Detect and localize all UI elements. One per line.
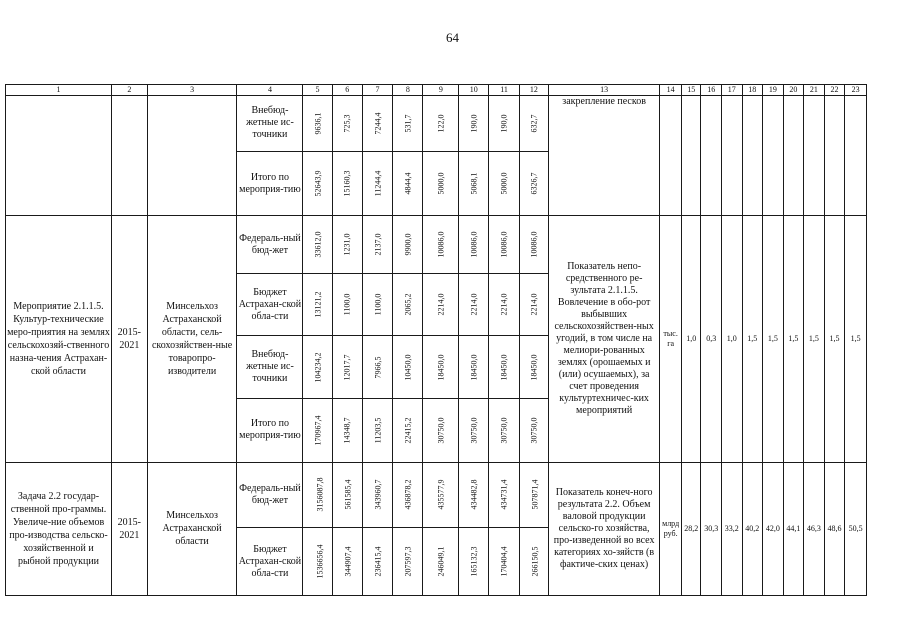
funding-source: Федераль-ный бюд-жет	[237, 462, 303, 528]
amount: 15160,3	[342, 170, 352, 197]
amount: 170404,4	[499, 546, 509, 577]
amount: 434482,8	[469, 479, 479, 510]
amount: 18450,0	[469, 354, 479, 381]
col-num: 2	[112, 85, 148, 96]
table-row	[6, 216, 867, 273]
amount: 2214,0	[499, 293, 509, 316]
amount: 344907,4	[343, 546, 353, 577]
col-num: 23	[845, 85, 867, 96]
col-num: 6	[332, 85, 362, 96]
target-value: 0,3	[701, 216, 722, 462]
amount: 10086,0	[529, 231, 539, 258]
activity-name: Мероприятие 2.1.1.5. Культур-технические меро-приятия на землях сельскохозяй-ственного назна-чения Астрахан-ской области	[6, 216, 112, 462]
funding-source: Федераль-ный бюд-жет	[237, 216, 303, 273]
target-value: 28,2	[681, 462, 700, 595]
target-value: 30,3	[701, 462, 722, 595]
target-value: 33,2	[721, 462, 742, 595]
amount: 1100,0	[342, 293, 352, 316]
indicator-text: Показатель конеч-ного результата 2.2. Объем валовой продукции сельско-го хозяйства, про-изведенной во всех категориях хо-зяйств (в фактиче-ских ценах)	[548, 462, 659, 595]
col-num: 14	[660, 85, 682, 96]
col-num: 17	[721, 85, 742, 96]
amount: 3156087,8	[315, 477, 325, 512]
amount: 190,0	[499, 114, 509, 133]
funding-source: Итого по мероприя-тию	[237, 398, 303, 462]
target-value: 1,5	[845, 216, 867, 462]
amount: 246049,1	[436, 546, 446, 577]
target-value: 44,1	[783, 462, 804, 595]
program-table	[5, 84, 867, 596]
amount: 561585,4	[343, 479, 353, 510]
col-num: 20	[783, 85, 804, 96]
task-years: 2015-2021	[112, 462, 148, 595]
amount: 52643,9	[313, 170, 323, 197]
amount: 434731,4	[499, 479, 509, 510]
amount: 10086,0	[436, 231, 446, 258]
indicator-text: закрепление песков	[548, 96, 659, 216]
amount: 170967,4	[313, 415, 323, 446]
amount: 236415,4	[373, 546, 383, 577]
funding-source: Итого по мероприя-тию	[237, 151, 303, 216]
amount: 266150,5	[530, 546, 540, 577]
amount: 18450,0	[499, 354, 509, 381]
funding-source: Бюджет Астрахан-ской обла-сти	[237, 273, 303, 336]
page-number: 64	[446, 30, 459, 45]
amount: 2214,0	[436, 293, 446, 316]
activity-years: 2015-2021	[112, 216, 148, 462]
amount: 507871,4	[530, 479, 540, 510]
col-num: 5	[303, 85, 332, 96]
amount: 30750,0	[469, 417, 479, 444]
unit: тыс. га	[660, 216, 682, 462]
amount: 30750,0	[529, 417, 539, 444]
indicator-text: Показатель непо-средственного ре-зультата 2.1.1.5. Вовлечение в обо-рот выбывших сельскохозяйствен-ных угодий, в том числе на мелиори-рованных землях (орошаемых и (или) осушаемых), за счет проведения культуртехничес-ких мероприятий	[548, 216, 659, 462]
col-num: 7	[362, 85, 392, 96]
amount: 2214,0	[529, 293, 539, 316]
amount: 122,0	[436, 114, 446, 133]
column-number-row	[6, 85, 867, 96]
col-num: 11	[489, 85, 519, 96]
col-num: 1	[6, 85, 112, 96]
table-row	[6, 96, 867, 151]
amount: 1231,0	[342, 233, 352, 256]
amount: 10086,0	[499, 231, 509, 258]
amount: 7966,5	[373, 356, 383, 379]
amount: 1536656,4	[315, 544, 325, 579]
amount: 13121,2	[313, 291, 323, 318]
amount: 33612,0	[313, 231, 323, 258]
target-value: 1,0	[721, 216, 742, 462]
amount: 5000,0	[499, 172, 509, 195]
col-num: 16	[701, 85, 722, 96]
amount: 1100,0	[373, 293, 383, 316]
amount: 30750,0	[436, 417, 446, 444]
amount: 2214,0	[469, 293, 479, 316]
col-num: 15	[681, 85, 700, 96]
amount: 207597,3	[403, 546, 413, 577]
target-value: 46,3	[804, 462, 825, 595]
amount: 531,7	[403, 114, 413, 133]
col-num: 4	[237, 85, 303, 96]
amount: 190,0	[469, 114, 479, 133]
funding-source: Внебюд-жетные ис-точники	[237, 96, 303, 151]
task-executor: Минсельхоз Астраханской области	[147, 462, 237, 595]
amount: 11244,4	[373, 170, 383, 197]
col-num: 13	[548, 85, 659, 96]
col-num: 12	[519, 85, 548, 96]
amount: 22415,2	[403, 417, 413, 444]
target-value: 1,5	[783, 216, 804, 462]
target-value: 50,5	[845, 462, 867, 595]
amount: 11203,5	[373, 417, 383, 444]
target-value: 1,5	[763, 216, 784, 462]
amount: 2065,2	[403, 293, 413, 316]
target-value: 42,0	[763, 462, 784, 595]
amount: 4844,4	[403, 172, 413, 195]
amount: 18450,0	[436, 354, 446, 381]
col-num: 9	[423, 85, 459, 96]
target-value: 1,5	[804, 216, 825, 462]
target-value: 48,6	[824, 462, 845, 595]
col-num: 3	[147, 85, 237, 96]
col-num: 10	[459, 85, 489, 96]
task-name: Задача 2.2 государ-ственной про-граммы. Увеличе-ние объемов про-изводства сельско-хозяйственной и рыбной продукции	[6, 462, 112, 595]
amount: 2137,0	[373, 233, 383, 256]
col-num: 22	[824, 85, 845, 96]
amount: 7244,4	[373, 112, 383, 135]
table-row	[6, 462, 867, 528]
amount: 5000,0	[436, 172, 446, 195]
target-value: 1,5	[742, 216, 763, 462]
col-num: 8	[393, 85, 423, 96]
amount: 12017,7	[342, 354, 352, 381]
amount: 18450,0	[529, 354, 539, 381]
col-num: 19	[763, 85, 784, 96]
amount: 725,3	[342, 114, 352, 133]
unit: млрд руб.	[660, 462, 682, 595]
funding-source: Бюджет Астрахан-ской обла-сти	[237, 528, 303, 596]
target-value: 40,2	[742, 462, 763, 595]
amount: 104234,2	[313, 352, 323, 383]
target-value: 1,0	[681, 216, 700, 462]
amount: 10450,0	[403, 354, 413, 381]
amount: 14348,7	[342, 417, 352, 444]
funding-source: Внебюд-жетные ис-точники	[237, 336, 303, 399]
amount: 435577,9	[436, 479, 446, 510]
amount: 343960,7	[373, 479, 383, 510]
amount: 165132,3	[469, 546, 479, 577]
amount: 9900,0	[403, 233, 413, 256]
target-value: 1,5	[824, 216, 845, 462]
amount: 632,7	[529, 114, 539, 133]
amount: 30750,0	[499, 417, 509, 444]
amount: 10086,0	[469, 231, 479, 258]
amount: 5068,1	[469, 172, 479, 195]
amount: 6326,7	[529, 172, 539, 195]
activity-executor: Минсельхоз Астраханской области, сель-скохозяйствен-ные товаропро-изводители	[147, 216, 237, 462]
col-num: 21	[804, 85, 825, 96]
col-num: 18	[742, 85, 763, 96]
amount: 436878,2	[403, 479, 413, 510]
amount: 9636,1	[313, 112, 323, 135]
